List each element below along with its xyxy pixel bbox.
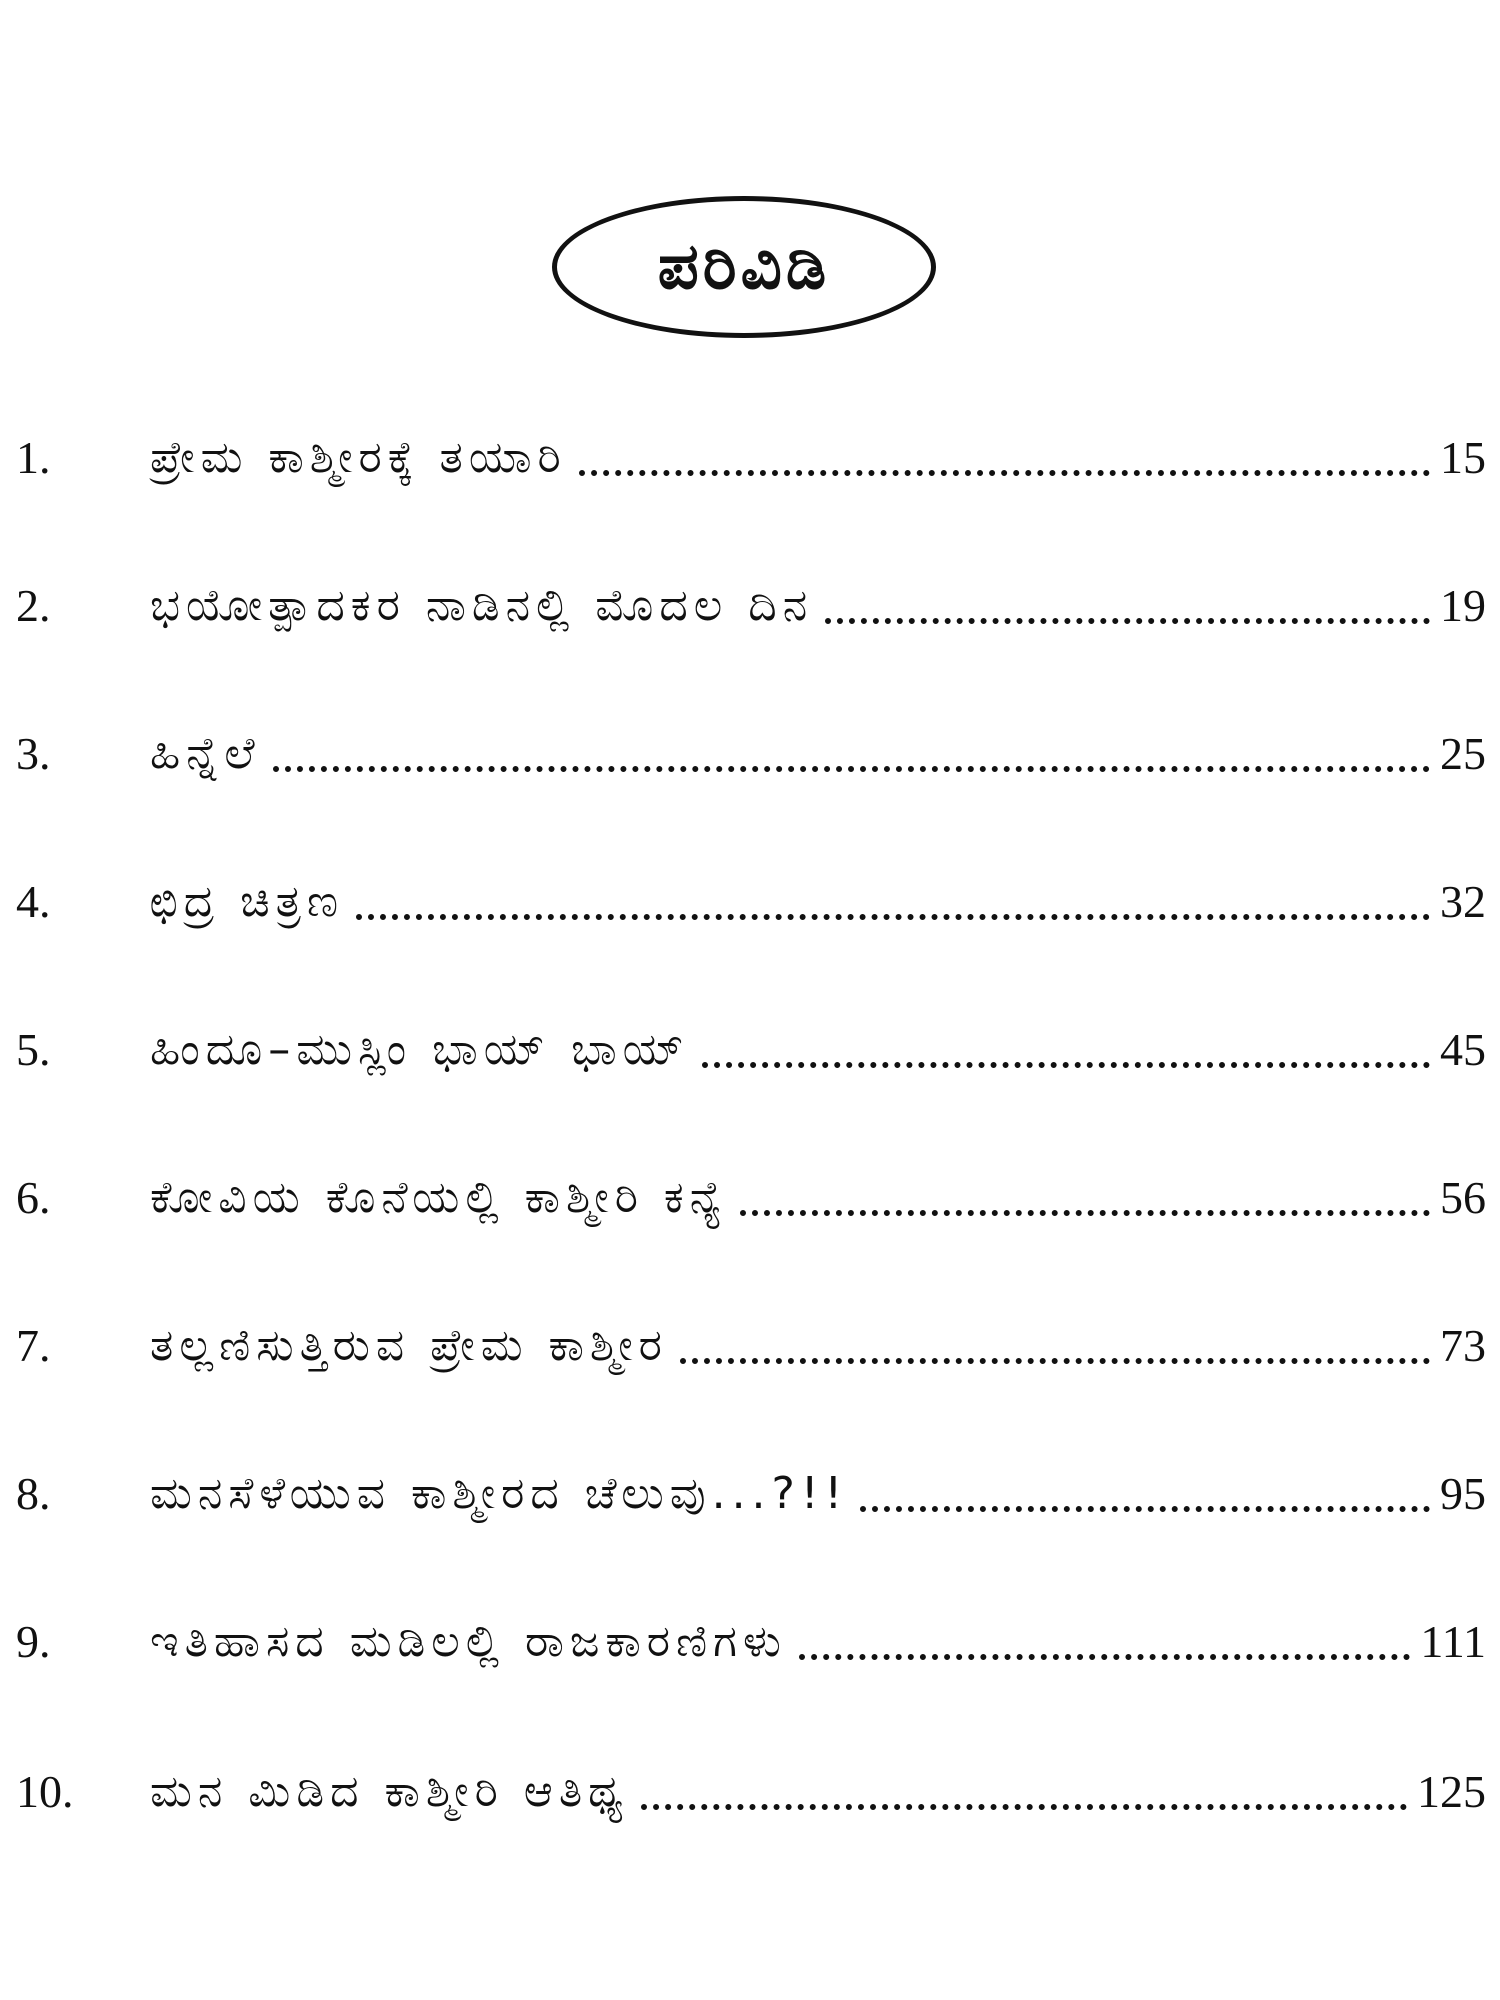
entry-number: 4.: [16, 876, 51, 927]
dot-leader: [356, 914, 1430, 920]
entry-title: ಹಿಂದೂ–ಮುಸ್ಲಿಂ ಭಾಯ್ ಭಾಯ್: [150, 1024, 691, 1075]
entry-page-number: 111: [1420, 1616, 1486, 1667]
entry-page-number: 19: [1440, 580, 1486, 631]
entry-number: 7.: [16, 1320, 51, 1371]
entry-title: ಭಯೋತ್ಪಾದಕರ ನಾಡಿನಲ್ಲಿ ಮೊದಲ ದಿನ: [150, 580, 814, 631]
toc-entry: [0, 566, 1500, 646]
entry-row: [150, 1762, 1486, 1822]
dot-leader: [579, 470, 1430, 476]
entry-row: [150, 1612, 1486, 1672]
entry-title: ತಲ್ಲಣಿಸುತ್ತಿರುವ ಪ್ರೇಮ ಕಾಶ್ಮೀರ: [150, 1320, 668, 1371]
entry-row: [150, 1168, 1486, 1228]
entry-row: [150, 1020, 1486, 1080]
entry-number: 3.: [16, 728, 51, 779]
toc-entry: [0, 1752, 1500, 1832]
entry-number: 8.: [16, 1468, 51, 1519]
toc-entry: [0, 1454, 1500, 1534]
dot-leader: [680, 1358, 1430, 1364]
entry-row: [150, 1316, 1486, 1376]
dot-leader: [702, 1062, 1430, 1068]
entry-title: ಮನಸೆಳೆಯುವ ಕಾಶ್ಮೀರದ ಚೆಲುವು...?!!: [150, 1468, 849, 1519]
entry-number: 6.: [16, 1172, 51, 1223]
entry-number: 5.: [16, 1024, 51, 1075]
entry-row: [150, 576, 1486, 636]
entry-page-number: 25: [1440, 728, 1486, 779]
toc-entry: [0, 418, 1500, 498]
entry-number: 10.: [16, 1766, 74, 1817]
entry-row: [150, 724, 1486, 784]
entry-title: ಇತಿಹಾಸದ ಮಡಿಲಲ್ಲಿ ರಾಜಕಾರಣಿಗಳು: [150, 1616, 787, 1667]
page-title: ಪರಿವಿಡಿ: [657, 230, 831, 304]
toc-entry: [0, 1306, 1500, 1386]
entry-title: ಮನ ಮಿಡಿದ ಕಾಶ್ಮೀರಿ ಆತಿಥ್ಯ: [150, 1766, 629, 1817]
toc-entry: [0, 1602, 1500, 1682]
entry-title: ಛಿದ್ರ ಚಿತ್ರಣ: [150, 876, 345, 927]
entry-row: [150, 428, 1486, 488]
dot-leader: [825, 618, 1430, 624]
dot-leader: [273, 766, 1430, 772]
entry-row: [150, 872, 1486, 932]
entry-number: 2.: [16, 580, 51, 631]
entry-number: 9.: [16, 1616, 51, 1667]
entry-title: ಕೋವಿಯ ಕೊನೆಯಲ್ಲಿ ಕಾಶ್ಮೀರಿ ಕನ್ಯೆ: [150, 1172, 729, 1223]
toc-entry: [0, 1158, 1500, 1238]
entry-page-number: 56: [1440, 1172, 1486, 1223]
dot-leader: [641, 1804, 1407, 1810]
toc-entry: [0, 1010, 1500, 1090]
entry-page-number: 95: [1440, 1468, 1486, 1519]
entry-title: ಪ್ರೇಮ ಕಾಶ್ಮೀರಕ್ಕೆ ತಯಾರಿ: [150, 432, 567, 483]
dot-leader: [740, 1210, 1430, 1216]
entry-row: [150, 1464, 1486, 1524]
dot-leader: [799, 1654, 1411, 1660]
entry-title: ಹಿನ್ನೆಲೆ: [150, 728, 261, 779]
toc-entry: [0, 714, 1500, 794]
entry-page-number: 32: [1440, 876, 1486, 927]
dot-leader: [860, 1506, 1430, 1512]
entry-page-number: 73: [1440, 1320, 1486, 1371]
toc-entry: [0, 862, 1500, 942]
entry-page-number: 125: [1417, 1766, 1486, 1817]
entry-page-number: 15: [1440, 432, 1486, 483]
entry-page-number: 45: [1440, 1024, 1486, 1075]
entry-number: 1.: [16, 432, 51, 483]
